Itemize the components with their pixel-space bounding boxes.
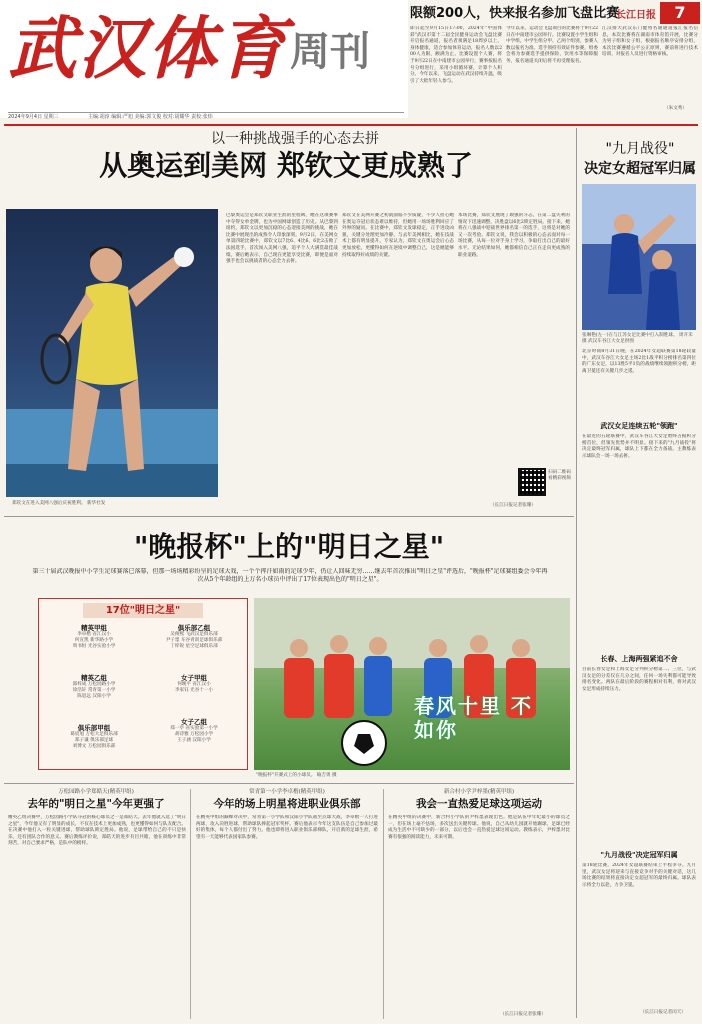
group-member: 何琬平 省江汉小 <box>177 682 211 687</box>
group-member: 郑子谦 俱乐部足球 <box>74 738 114 743</box>
right-para-4: 第18轮比赛，2024年女超联赛结束上半程争夺。九月里，武汉女足将迎来与直接竞争对手的关键对话，这几场比赛的结果将直接决定女超冠军的最终归属。球队表示将全力以赴，力争卫冕。 <box>582 863 696 888</box>
group-girls-b <box>145 717 243 744</box>
right-author: （长江日报记者闵天） <box>640 1010 686 1015</box>
group-member: 李卓楷 省江汉小 <box>77 632 111 637</box>
stories-top-rule <box>4 783 574 784</box>
right-photo <box>582 184 696 330</box>
group-girls-a <box>145 673 243 694</box>
group-name: 俱乐部甲组 <box>77 724 111 732</box>
story2-text: 在精英甲组的巅峰对决中，常青第一小学队和汉阳小学队战至点球大战，李卓楷一人打进两球，攻入决胜进球，帮助球队捧起冠军奖杯。赛后他表示今年这支队伍是自己参加过最好的集体，每个人都付出了努力。他也即将进入职业俱乐部梯队，开启新的足球生涯，希望有一天能够代表国家队参赛。 <box>196 815 378 840</box>
story2-kicker: 常青第一小学李卓楷(精英甲组) <box>249 789 325 795</box>
group-member: 何宣凯 新华路小学 <box>74 638 114 643</box>
tennis-kicker: 以一种挑战强手的心态去拼 <box>211 131 379 147</box>
tennis-col2: 郑钦文在美网开赛之初就面临不少质疑，不少人担心她在奥运夺冠后状态难以维持，但她用一场场胜利回应了外界的疑问。在比赛中，郑钦文发球稳定，正手进攻凶狠，关键分处理更加冷静，与去年美网相比，她在技战术上都有明显提升。专家认为，郑钦文在奥运会后心态更加放松，更懂得如何在逆境中调整自己，这是她能够持续取得好成绩的关键。 <box>342 213 454 258</box>
group-member: 刘博文 万松园俱乐部 <box>72 744 116 749</box>
football-top-rule <box>4 516 574 517</box>
story1-text: 精英乙组决赛中，万松园路小学队夺冠的核心球员之一是郑皓天。去年他就入选了"明日之星"，今年他又有了明显的成长，不仅在技术上更加成熟，也更懂得如何与队友配合。在决赛中他打入一粒关键进球，帮助球队锁定胜局。他说，足球带给自己的不只是快乐，还有团队合作的意义。赛后教练评价说，郑皓天的进步有目共睹，他在训练中非常刻苦，对自己要求严格，是队中的榜样。 <box>8 815 186 847</box>
top-story-col1: 即日起至9月15日17:00，2024年"中国体彩"武汉市第十二届全民健身运动会飞盘比赛开启报名通道，报名者须满足18周岁以上，身体健康，适合参加体育运动，报名人数以200人为限，额满为止。比赛设置个人赛，将于9月22日在中南建市公园举行，赛事按报名号分组进行，采用小组循环赛，计算个人积分。今年以来，飞盘运动在武汉持续升温，吸引了大批年轻人参与。 <box>410 26 502 84</box>
story3-text: 在精英甲组的决赛中，新合村小学队的尹梓墨表现出色。他是队伍中年纪最小的球员之一，但在场上毫不怯场，多次送出关键传球。他说，自己从幼儿园就开始踢球，足球已经成为生活中不可缺少的一部分，以后也会一直热爱足球这项运动。教练表示，尹梓墨对比赛有很强的阅读能力，未来可期。 <box>388 815 570 840</box>
story3-headline: 我会一直热爱足球这项运动 <box>416 798 542 810</box>
group-member: 葛宸旭 万松大足俱乐部 <box>70 732 118 737</box>
group-member: 陈思远 汉阳小学 <box>77 694 111 699</box>
right-subhead-3: "九月战役"决定冠军归属 <box>600 851 678 859</box>
group-elite-b <box>45 673 143 700</box>
soccer-celebration-illustration <box>582 184 696 330</box>
group-name: 精英乙组 <box>81 674 107 682</box>
tennis-qr-code[interactable] <box>518 468 546 496</box>
group-member: 邵梓成 万松园路小学 <box>72 682 116 687</box>
top-story-author: （朱文秀） <box>664 106 687 111</box>
football-photo <box>254 598 570 770</box>
masthead <box>0 0 408 118</box>
tennis-author: （长江日报记者张珊） <box>490 503 536 508</box>
stars-list-panel <box>38 598 248 770</box>
group-name: 精英甲组 <box>81 624 107 632</box>
tennis-qr-caption: 扫码二维码 看精彩视频 <box>548 470 571 481</box>
group-elite-a <box>45 623 143 650</box>
football-headline: "晚报杯"上的"明日之星" <box>133 530 445 563</box>
masthead-title: 武汉体育 <box>8 9 289 89</box>
story3-kicker: 新合村小学尹梓墨(精英甲组) <box>443 789 515 795</box>
story1-headline: 去年的"明日之星"今年更强了 <box>27 798 165 810</box>
top-story-col2: 今年以来，运动会飞盘项目的比赛将于9月22日在中南建市公园举行。比赛设置小学生组和中学组，中学生组分甲、乙两个组别，参赛人数以报名为准。选手须持有效证件参赛，组委会将为参赛选手提供保险、饮用水等保障服务，报名通道关闭后将不再受理报名。 <box>506 26 598 64</box>
group-member: 王子涵 汉阳小学 <box>177 738 211 743</box>
tennis-col1: 巴黎奥运会是郑钦文职业生涯的里程碑，她在这项赛事中夺得女单金牌，也为中国网球创造了历史。从巴黎到纽约，郑钦文以更加沉稳的心态迎接美网的挑战，她在比赛中展现出的成熟令人印象深刻。9月2日，在美网女单第四轮比赛中，郑钦文以7比6、4比6、6比2击败了法国选手，首次闯入美网八强，追平个人大满贯最佳战绩。赛后她表示，自己现在更能享受比赛，即便是面对强手也会以挑战者的心态全力去拼。 <box>226 213 338 265</box>
top-headline: 限额200人，快来报名参加飞盘比赛 <box>410 6 620 21</box>
tennis-col3: 本场比赛，郑钦文展现了顽强的斗志，在第二盘失利的情况下迅速调整，决胜盘以6比2锁定胜局。接下来，她将在八强战中迎战世界排名第一的选手，这将是对她的又一次考验。郑钦文说，我会以积极的心态去面对每一场比赛，从每一位对手身上学习，争取打出自己的最好水平。无论结果如何，她都相信自己正在走向更成熟的职业道路。 <box>458 213 570 258</box>
right-kicker: "九月战役" <box>605 141 675 157</box>
group-member: 郑一亭 省实验第一小学 <box>170 726 218 731</box>
football-author: （长江日报记者张珊） <box>500 1012 546 1017</box>
issue-line: 2024年9月4日 星期三 <box>8 114 59 120</box>
group-club-a <box>45 723 143 750</box>
tennis-photo <box>6 209 218 497</box>
group-member: 李家钰 光谷十一小 <box>174 688 214 693</box>
masthead-subtitle: 周刊 <box>290 29 370 75</box>
football-intro: 第三十届武汉晚报中小学生足球赛落已落幕，但那一场场精彩纷呈的足球大戏，一个个挥汗如雨的足球少年，仍让人回味无穷……继去年首次推出"明日之星"评选后，"晚报杯"足球赛组委会今年再次从5个年龄组的上万名小球员中评出了17位表现出色的"明日之星"。 <box>32 568 548 583</box>
group-name: 俱乐部乙组 <box>177 624 211 632</box>
story-divider-1 <box>190 789 191 1019</box>
group-member: 徐浩轩 常青第一小学 <box>72 688 116 693</box>
group-member: 尹子墨 车谷青训足球俱乐部 <box>165 638 223 643</box>
right-subhead-1: 武汉女足连续五轮"领跑" <box>600 422 678 430</box>
right-col-divider <box>576 128 577 1018</box>
right-photo-caption: 张琳艳(左一)在与江苏女足比赛中打入制胜球。 周开禾 摄 武汉车谷江大女足供图 <box>582 333 693 344</box>
top-story-col3: 江汉排大武汉东门健将名通通道报汇报名信息，本次比赛将在湖南市体育馆开展，比赛分为男子组和女子组，根据报名顺序安排分组，本次比赛遵循公平公正原则，赛前将进行技术培训，对报名人员进行资格审核。 <box>602 26 698 58</box>
kids-team-illustration <box>254 598 570 770</box>
right-headline: 决定女超冠军归属 <box>584 161 696 177</box>
group-member: 胡诗雅 万松园小学 <box>174 732 214 737</box>
stars-list-title: 17位"明日之星" <box>83 603 203 618</box>
football-photo-caption: "晚报杯"开赛式上的小球员。 喻吉勇 摄 <box>256 773 337 778</box>
story2-headline: 今年的场上明星将进职业俱乐部 <box>213 798 361 810</box>
top-separator <box>4 124 698 126</box>
right-subhead-2: 长春、上海两强紧追不舍 <box>600 655 678 663</box>
brand-logo: 长江日报 <box>616 10 656 21</box>
group-member: 吴俊熙 飞武汉足俱乐部 <box>170 632 218 637</box>
right-para-2: 在最近的五轮联赛中，武汉车谷江大女足始终占据积分榜首位，但领先优势并不明显。接下来的"九月战役"将决定最终冠军归属，球队上下都在全力备战。主教练表示球队会一场一场去拼。 <box>582 434 696 459</box>
page-number: 7 <box>660 2 700 24</box>
story-divider-2 <box>383 789 384 1019</box>
right-para-1: 北京时间8月31日晚，在2024年女超联赛第18轮较量中，武汉车谷江大女足主场2比1战平积分榜排名第四位的广东女足，以13胜5平1负的战绩继续领跑积分榜，距离卫冕还有关键几步之遥。 <box>582 349 696 374</box>
right-para-3: 目前长春女足和上海女足分列积分榜第二、三位，与武汉女足的分差仅在几分之间，任何一场失利都可能导致排名变化。两队在最后阶段的赛程相对有利，将对武汉女足形成持续压力。 <box>582 667 696 692</box>
group-member: 周书恒 光谷实验小学 <box>72 644 116 649</box>
group-member: 丁梓锐 星空足球俱乐部 <box>170 644 218 649</box>
story1-kicker: 万松园路小学郑皓天(精英甲组) <box>58 789 134 795</box>
tennis-player-illustration <box>6 209 218 497</box>
group-club-b <box>145 623 243 650</box>
football-banner-text: 春风十里 不如你 <box>414 694 533 742</box>
group-name: 女子乙组 <box>181 718 207 726</box>
masthead-divider <box>8 112 404 113</box>
group-name: 女子甲组 <box>181 674 207 682</box>
tennis-photo-caption: 郑钦文在进入美网八强后庆祝胜利。 新华社发 <box>12 501 106 506</box>
tennis-headline: 从奥运到美网 郑钦文更成熟了 <box>99 149 473 182</box>
editors-line: 主编:胡淳 编辑:严旭 美编:郭文俊 校对:胡耀华 责校:张炜 <box>88 114 213 120</box>
